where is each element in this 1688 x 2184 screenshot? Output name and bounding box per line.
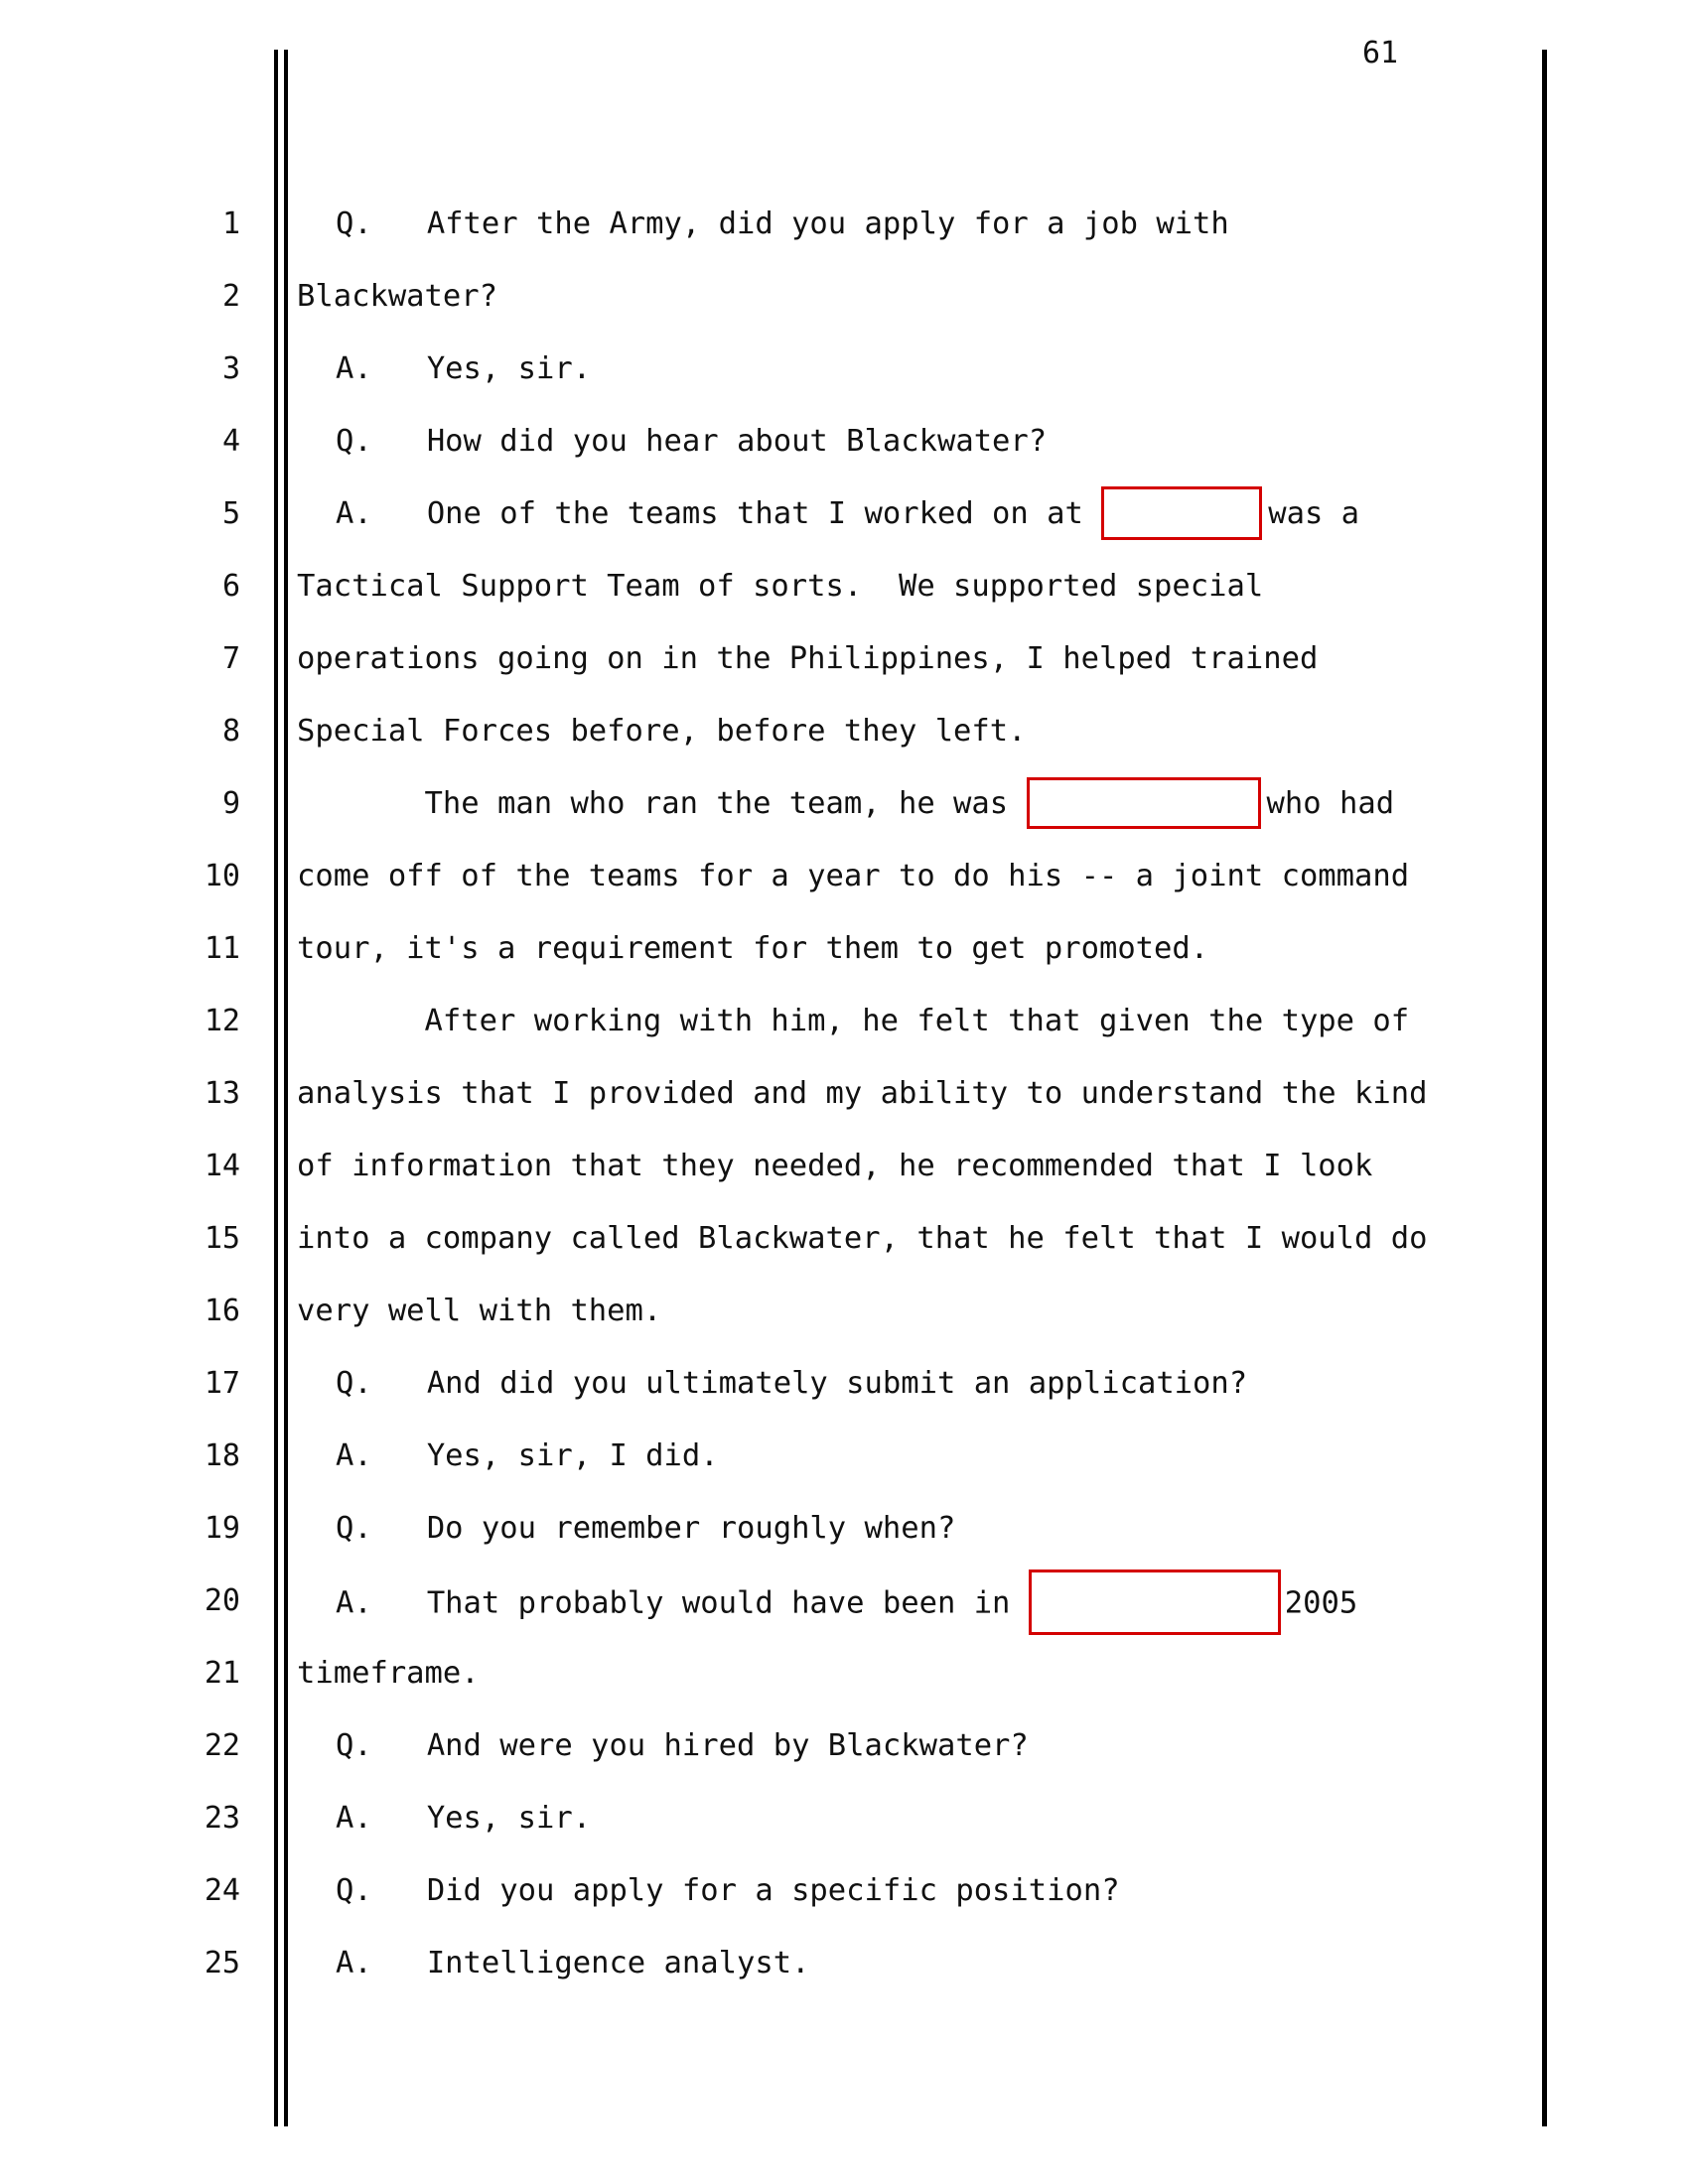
line-number: 5 xyxy=(221,496,240,531)
line-text: Q. After the Army, did you apply for a job with xyxy=(336,206,1229,241)
line-text-segment: The man who ran the team, he was xyxy=(297,786,1027,821)
transcript-line xyxy=(0,195,1688,254)
transcript-line xyxy=(0,1861,1688,1921)
page-number: 61 xyxy=(1362,36,1399,70)
line-text: A. Yes, sir. xyxy=(336,351,592,386)
line-text: of information that they needed, he recommended that I look xyxy=(297,1149,1373,1183)
line-number: 20 xyxy=(204,1583,240,1618)
transcript-line xyxy=(0,629,1688,689)
transcript-line xyxy=(0,1571,1688,1631)
line-text-segment: who had xyxy=(1266,786,1395,821)
line-text: timeframe. xyxy=(297,1656,480,1691)
line-text: come off of the teams for a year to do his -- a joint command xyxy=(297,859,1410,893)
transcript-line xyxy=(0,1427,1688,1486)
line-number: 25 xyxy=(204,1946,240,1980)
transcript-line xyxy=(0,1354,1688,1414)
transcript-line xyxy=(0,1282,1688,1341)
line-number: 14 xyxy=(204,1149,240,1183)
line-text: Special Forces before, before they left. xyxy=(297,714,1027,749)
line-number: 15 xyxy=(204,1221,240,1256)
line-number: 2 xyxy=(221,279,240,314)
redaction-box xyxy=(1027,777,1261,829)
transcript-line xyxy=(0,340,1688,399)
transcript-line xyxy=(0,1137,1688,1196)
line-text xyxy=(336,484,1359,544)
transcript-line xyxy=(0,1644,1688,1704)
line-text: Q. And did you ultimately submit an application? xyxy=(336,1366,1248,1401)
line-text: tour, it's a requirement for them to get promoted. xyxy=(297,931,1209,966)
redaction-box xyxy=(1029,1570,1281,1635)
redaction-box xyxy=(1101,486,1262,540)
transcript-line xyxy=(0,1209,1688,1269)
transcript-line xyxy=(0,702,1688,761)
line-text: operations going on in the Philippines, I helped trained xyxy=(297,641,1319,676)
line-number: 9 xyxy=(221,786,240,821)
line-text: A. Yes, sir, I did. xyxy=(336,1438,719,1473)
transcript-line xyxy=(0,1716,1688,1776)
transcript-line xyxy=(0,1064,1688,1124)
line-number: 22 xyxy=(204,1728,240,1763)
line-number: 7 xyxy=(221,641,240,676)
line-number: 19 xyxy=(204,1511,240,1546)
line-text: into a company called Blackwater, that he felt that I would do xyxy=(297,1221,1428,1256)
line-number: 1 xyxy=(221,206,240,241)
line-text-segment: A. That probably would have been in xyxy=(336,1585,1029,1621)
transcript-line xyxy=(0,1934,1688,1993)
transcript-line xyxy=(0,1499,1688,1559)
line-text-segment: was a xyxy=(1268,496,1360,531)
transcript-line xyxy=(0,774,1688,834)
line-number: 4 xyxy=(221,424,240,459)
line-number: 8 xyxy=(221,714,240,749)
line-number: 12 xyxy=(204,1004,240,1038)
line-text: Q. And were you hired by Blackwater? xyxy=(336,1728,1029,1763)
line-text: After working with him, he felt that given the type of xyxy=(297,1004,1410,1038)
transcript-line xyxy=(0,412,1688,472)
line-number: 21 xyxy=(204,1656,240,1691)
line-text: Blackwater? xyxy=(297,279,497,314)
line-number: 17 xyxy=(204,1366,240,1401)
line-number: 18 xyxy=(204,1438,240,1473)
transcript-line xyxy=(0,992,1688,1051)
line-text: Q. Do you remember roughly when? xyxy=(336,1511,956,1546)
transcript-line xyxy=(0,919,1688,979)
line-text xyxy=(297,774,1394,834)
line-number: 24 xyxy=(204,1873,240,1908)
line-text-segment: A. One of the teams that I worked on at xyxy=(336,496,1102,531)
line-text-segment: 2005 xyxy=(1284,1585,1358,1621)
line-number: 3 xyxy=(221,351,240,386)
line-number: 11 xyxy=(204,931,240,966)
line-text xyxy=(336,1571,1357,1637)
line-text: A. Yes, sir. xyxy=(336,1801,592,1836)
line-number: 13 xyxy=(204,1076,240,1111)
transcript-line xyxy=(0,557,1688,616)
line-text: Q. How did you hear about Blackwater? xyxy=(336,424,1048,459)
line-text: Tactical Support Team of sorts. We supported special xyxy=(297,569,1264,604)
line-number: 10 xyxy=(204,859,240,893)
line-number: 6 xyxy=(221,569,240,604)
line-text: Q. Did you apply for a specific position? xyxy=(336,1873,1120,1908)
transcript-line xyxy=(0,1789,1688,1848)
transcript-line xyxy=(0,847,1688,906)
line-number: 16 xyxy=(204,1294,240,1328)
line-text: A. Intelligence analyst. xyxy=(336,1946,810,1980)
line-text: analysis that I provided and my ability to understand the kind xyxy=(297,1076,1428,1111)
transcript-line xyxy=(0,267,1688,327)
line-text: very well with them. xyxy=(297,1294,662,1328)
transcript-line xyxy=(0,484,1688,544)
line-number: 23 xyxy=(204,1801,240,1836)
